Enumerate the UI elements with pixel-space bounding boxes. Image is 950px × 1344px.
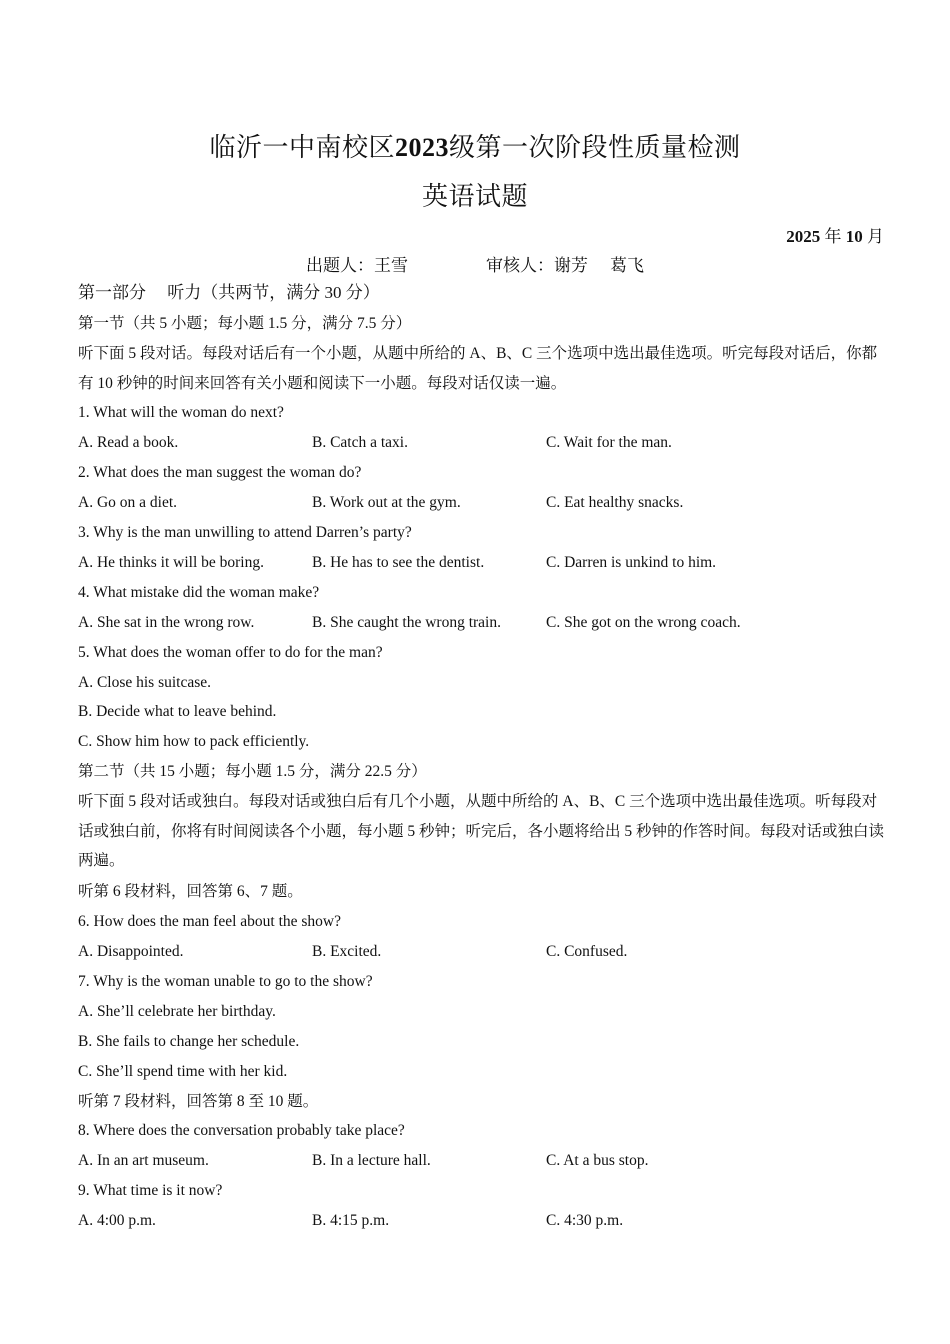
option-c: C. At a bus stop. — [546, 1152, 649, 1169]
question-7-option-b: B. She fails to change her schedule. — [78, 1033, 300, 1050]
question-4: 4. What mistake did the woman make? — [78, 584, 320, 601]
option-c: C. 4:30 p.m. — [546, 1212, 624, 1229]
option-b: B. 4:15 p.m. — [312, 1212, 390, 1229]
question-7: 7. Why is the woman unable to go to the show? — [78, 973, 373, 990]
title-school: 临沂一中南校区 — [209, 133, 395, 162]
option-a: A. She sat in the wrong row. — [78, 614, 255, 631]
option-c: C. Eat healthy snacks. — [546, 494, 684, 511]
question-9-options — [78, 1211, 886, 1231]
date-year-unit: 年 — [820, 227, 846, 246]
author: 出题人：王雪 — [306, 256, 408, 275]
section2-heading: 第二节（共 15 小题；每小题 1.5 分，满分 22.5 分） — [78, 763, 427, 780]
question-4-options — [78, 613, 886, 633]
option-a: A. 4:00 p.m. — [78, 1212, 156, 1229]
reviewer: 审核人：谢芳 — [486, 256, 588, 275]
option-b: B. In a lecture hall. — [312, 1152, 431, 1169]
exam-title — [0, 127, 950, 164]
option-b: B. She caught the wrong train. — [312, 614, 501, 631]
option-a: A. Disappointed. — [78, 943, 184, 960]
authors-line — [0, 251, 950, 276]
question-3: 3. Why is the man unwilling to attend Darren’s party? — [78, 524, 412, 541]
option-c: C. Confused. — [546, 943, 628, 960]
material-6-note: 听第 6 段材料，回答第 6、7 题。 — [78, 883, 303, 900]
date-month: 10 — [845, 227, 863, 246]
question-5-option-a: A. Close his suitcase. — [78, 674, 212, 691]
question-2: 2. What does the man suggest the woman do? — [78, 464, 362, 481]
option-a: A. In an art museum. — [78, 1152, 209, 1169]
question-3-options — [78, 553, 886, 573]
option-b: B. Work out at the gym. — [312, 494, 461, 511]
date-month-unit: 月 — [862, 227, 884, 246]
option-b: B. Catch a taxi. — [312, 434, 408, 451]
question-5: 5. What does the woman offer to do for the man? — [78, 644, 383, 661]
option-c: C. Darren is unkind to him. — [546, 554, 717, 571]
option-c: C. Wait for the man. — [546, 434, 672, 451]
exam-subtitle: 英语试题 — [421, 182, 528, 211]
question-9: 9. What time is it now? — [78, 1182, 223, 1199]
question-8-options — [78, 1151, 886, 1171]
date-year: 2025 — [786, 227, 821, 246]
question-5-option-c: C. Show him how to pack efficiently. — [78, 733, 310, 750]
question-1: 1. What will the woman do next? — [78, 404, 284, 421]
section1-heading: 第一节（共 5 小题；每小题 1.5 分，满分 7.5 分） — [78, 315, 412, 332]
part1-heading: 第一部分 听力（共两节，满分 30 分） — [78, 283, 380, 302]
option-c: C. She got on the wrong coach. — [546, 614, 741, 631]
reviewer-2: 葛飞 — [610, 256, 644, 275]
question-6-options — [78, 942, 886, 962]
material-7-note: 听第 7 段材料，回答第 8 至 10 题。 — [78, 1093, 319, 1110]
option-a: A. He thinks it will be boring. — [78, 554, 264, 571]
question-5-option-b: B. Decide what to leave behind. — [78, 703, 277, 720]
title-year: 2023 — [395, 133, 449, 162]
question-7-option-c: C. She’ll spend time with her kid. — [78, 1063, 288, 1080]
option-a: A. Read a book. — [78, 434, 179, 451]
option-b: B. He has to see the dentist. — [312, 554, 485, 571]
question-6: 6. How does the man feel about the show? — [78, 913, 342, 930]
question-8: 8. Where does the conversation probably take place? — [78, 1122, 405, 1139]
exam-date — [786, 222, 884, 247]
option-a: A. Go on a diet. — [78, 494, 178, 511]
title-exam: 级第一次阶段性质量检测 — [449, 133, 741, 162]
question-7-option-a: A. She’ll celebrate her birthday. — [78, 1003, 276, 1020]
section2-instructions: 听下面 5 段对话或独白。每段对话或独白后有几个小题，从题中所给的 A、B、C 三个选项中选出最佳选项。听每段对话或独白前，你将有时间阅读各个小题，每小题 5 秒钟；听完后，各小题将给出 5 秒钟的作答时间。每段对话或独白读两遍。 — [78, 793, 885, 869]
option-b: B. Excited. — [312, 943, 382, 960]
question-2-options — [78, 493, 886, 513]
section1-instructions: 听下面 5 段对话。每段对话后有一个小题，从题中所给的 A、B、C 三个选项中选出最佳选项。听完每段对话后，你都有 10 秒钟的时间来回答有关小题和阅读下一小题。每段对话仅读一遍。 — [78, 345, 878, 392]
question-1-options — [78, 433, 886, 453]
